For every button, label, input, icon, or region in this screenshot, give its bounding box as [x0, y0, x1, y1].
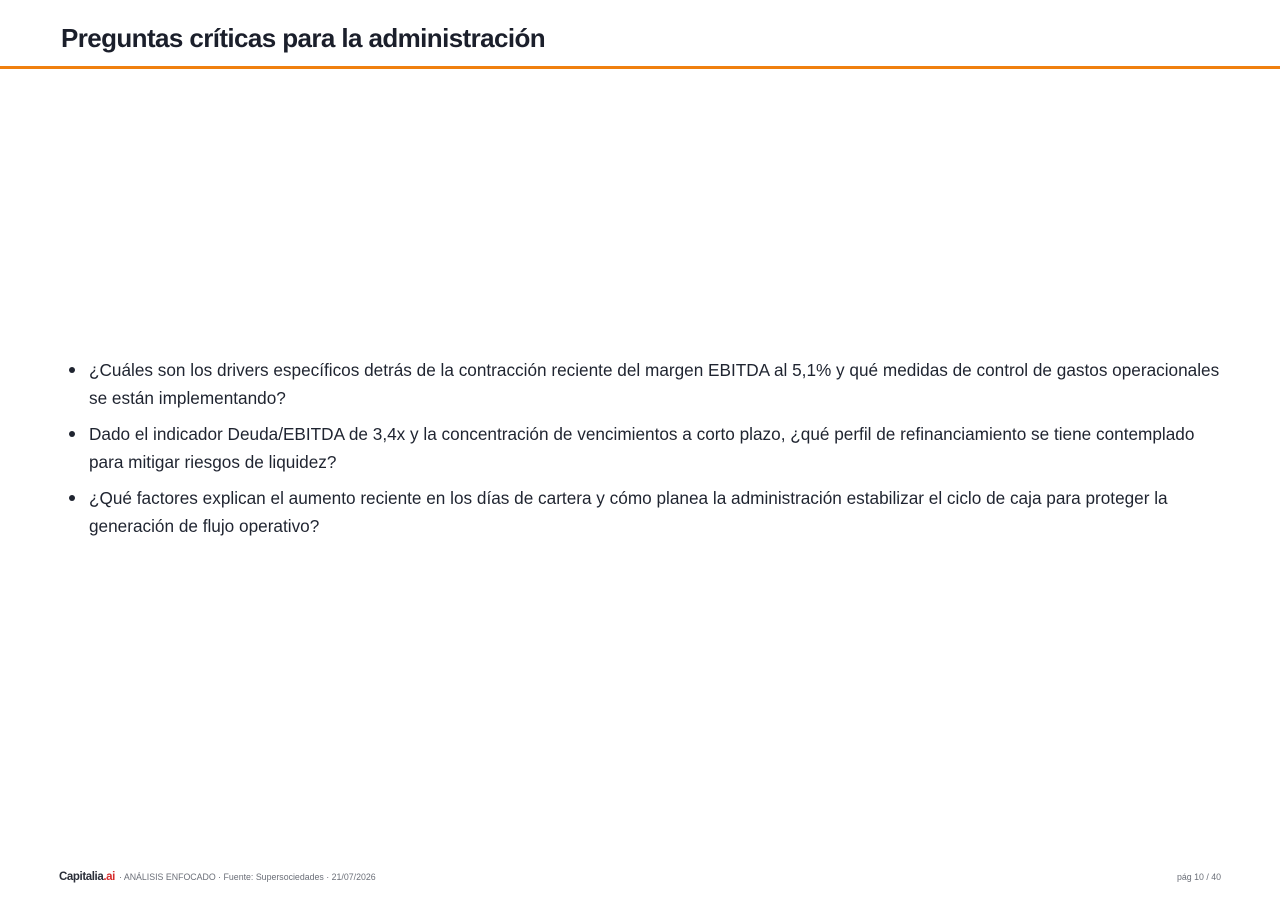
logo-main-text: Capitalia — [59, 871, 104, 883]
question-text: ¿Qué factores explican el aumento reciente en los días de cartera y cómo planea la administración estabilizar el ciclo de caja para proteger la generación de flujo operativo? — [89, 488, 1168, 536]
bullet-icon — [69, 431, 75, 437]
list-item — [61, 356, 1221, 412]
questions-list — [61, 356, 1221, 540]
logo-suffix-text: .ai — [103, 871, 115, 883]
bullet-icon — [69, 367, 75, 373]
question-text: Dado el indicador Deuda/EBITDA de 3,4x y la concentración de vencimientos a corto plazo, ¿qué perfil de refinanciamiento se tiene contemplado para mitigar riesgos de liquidez? — [89, 424, 1195, 472]
page-title: Preguntas críticas para la administración — [61, 23, 546, 53]
bullet-icon — [69, 495, 75, 501]
questions-section — [61, 356, 1221, 548]
footer-meta: · ANÁLISIS ENFOCADO · Fuente: Supersociedades · 21/07/2026 — [118, 872, 376, 882]
page-header — [0, 0, 1280, 69]
capitalia-logo — [59, 871, 115, 883]
page-footer — [59, 868, 1221, 886]
page-number: pág 10 / 40 — [1176, 872, 1221, 882]
footer-branding — [59, 868, 376, 886]
list-item — [61, 420, 1221, 476]
list-item — [61, 484, 1221, 540]
question-text: ¿Cuáles son los drivers específicos detrás de la contracción reciente del margen EBITDA al 5,1% y qué medidas de control de gastos operacionales se están implementando? — [89, 360, 1220, 408]
